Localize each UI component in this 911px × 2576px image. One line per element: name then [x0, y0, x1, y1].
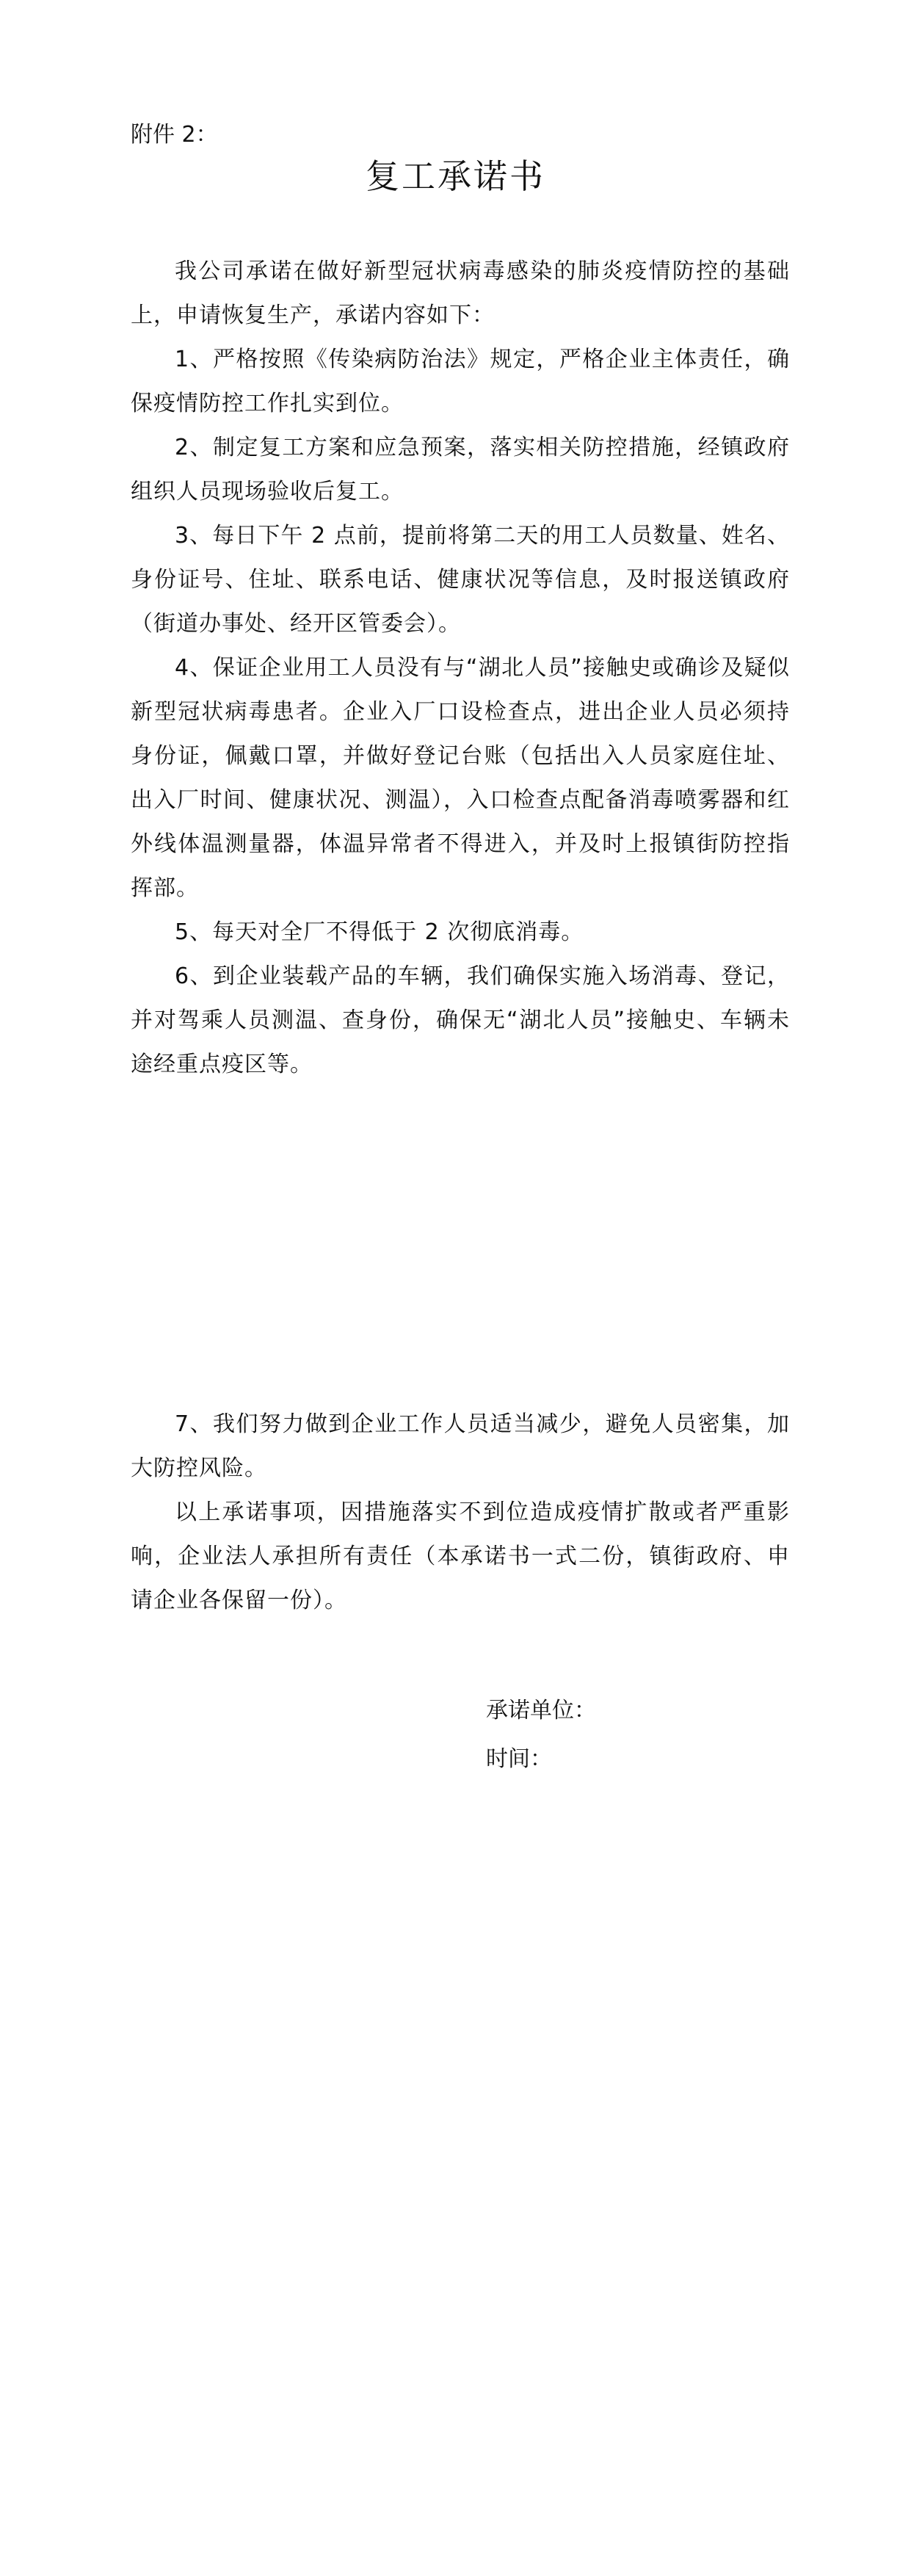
commitment-item-2: 2、制定复工方案和应急预案，落实相关防控措施，经镇政府组织人员现场验收后复工。 — [131, 435, 790, 504]
commitment-item-3: 3、每日下午 2 点前，提前将第二天的用工人员数量、姓名、身份证号、住址、联系电话、健康状况等信息，及时报送镇政府（街道办事处、经开区管委会）。 — [131, 523, 790, 637]
commitment-item-7: 7、我们努力做到企业工作人员适当减少，避免人员密集，加大防控风险。 — [131, 1411, 790, 1481]
liability-paragraph: 以上承诺事项，因措施落实不到位造成疫情扩散或者严重影响，企业法人承担所有责任（本承诺书一式二份，镇街政府、申请企业各保留一份）。 — [131, 1499, 790, 1613]
attachment-label: 附件 2： — [131, 122, 218, 148]
commitment-item-4: 4、保证企业用工人员没有与“湖北人员”接触史或确诊及疑似新型冠状病毒患者。企业入厂口设检查点，进出企业人员必须持身份证，佩戴口罩，并做好登记台账（包括出入人员家庭住址、出入厂时间、健康状况、测温），入口检查点配备消毒喷雾器和红外线体温测量器，体温异常者不得进入，并及时上报镇街防控指挥部。 — [131, 655, 790, 901]
intro-paragraph: 我公司承诺在做好新型冠状病毒感染的肺炎疫情防控的基础上，申请恢复生产，承诺内容如下： — [131, 258, 790, 328]
commitment-item-5: 5、每天对全厂不得低于 2 次彻底消毒。 — [175, 919, 584, 945]
signature-time-label: 时间： — [486, 1746, 552, 1772]
commitment-body-part2 — [131, 1403, 790, 1623]
commitment-body-part1 — [131, 250, 790, 1087]
document-title: 复工承诺书 — [366, 156, 545, 196]
commitment-item-6: 6、到企业装载产品的车辆，我们确保实施入场消毒、登记，并对驾乘人员测温、查身份，确保无“湖北人员”接触史、车辆未途经重点疫区等。 — [131, 963, 790, 1077]
commitment-item-1: 1、严格按照《传染病防治法》规定，严格企业主体责任，确保疫情防控工作扎实到位。 — [131, 347, 790, 416]
signature-unit-label: 承诺单位： — [486, 1698, 596, 1723]
